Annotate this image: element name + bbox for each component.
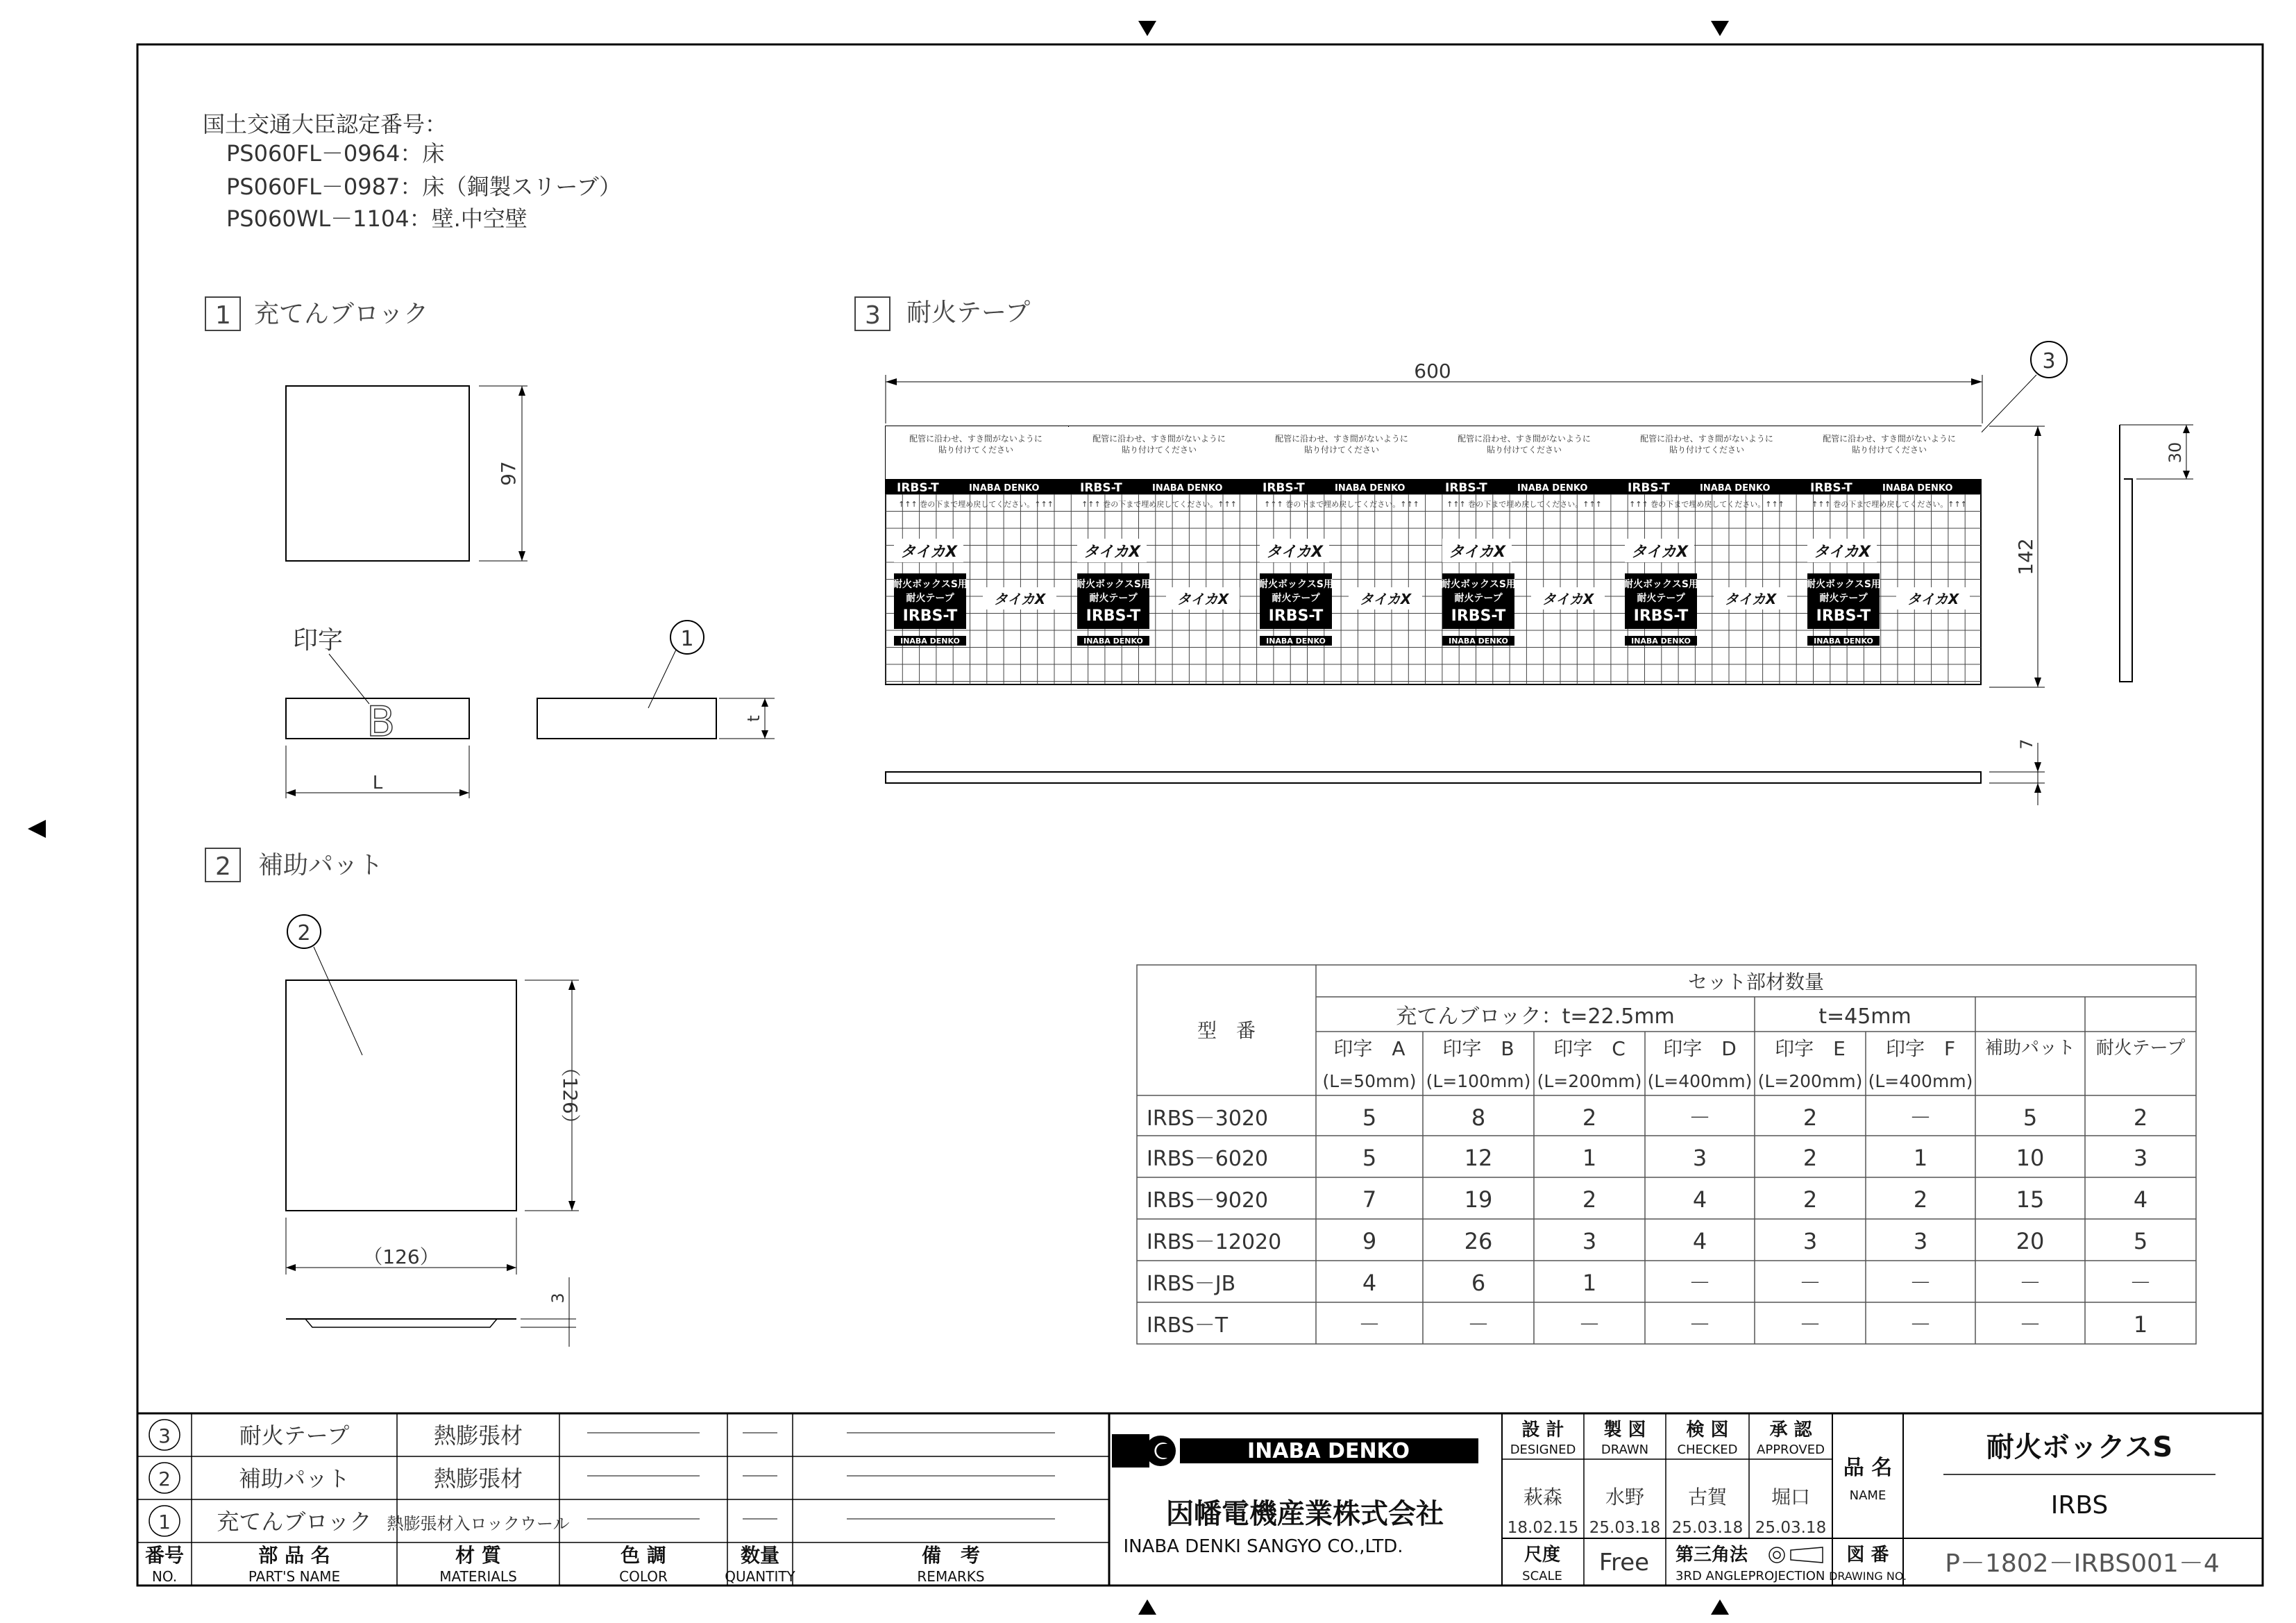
tape-brand-logo: タイカX (1814, 544, 1871, 561)
product-name: 耐火ボックスS (1986, 1431, 2173, 1463)
table-cell: － (2018, 1270, 2042, 1296)
block-side-view (537, 698, 716, 739)
tape-label-text: IRBS-T (1816, 607, 1871, 625)
tape-brand-logo: タイカX (1266, 544, 1323, 561)
scale-label: 尺度 (1523, 1545, 1561, 1565)
section-number: 1 (215, 301, 231, 330)
tape-band-maker: INABA DENKO (1700, 483, 1771, 494)
parts-list-header: 番号 (144, 1544, 185, 1567)
table-header-print: 印字 B (1442, 1037, 1514, 1060)
tape-label-text: 耐火ボックスS用 (1258, 579, 1333, 590)
table-cell: 2 (1803, 1145, 1818, 1171)
pad-front-view (286, 980, 516, 1211)
tape-label-text: 耐火テープ (906, 593, 954, 604)
tape-label-text: 耐火テープ (1819, 593, 1868, 604)
tape-label-maker: INABA DENKO (1083, 637, 1143, 646)
section-number: 2 (215, 852, 231, 881)
tape-notice: 貼り付けてください (1486, 445, 1562, 455)
approval-header-en: APPROVED (1757, 1443, 1825, 1457)
approval-header: 製 図 (1603, 1420, 1646, 1440)
tape-front-view (886, 426, 1982, 684)
table-cell: 1 (2133, 1311, 2148, 1338)
tape-label-text: 耐火テープ (1454, 593, 1503, 604)
table-cell: 2 (1803, 1104, 1818, 1131)
table-cell: 1 (1582, 1270, 1597, 1296)
parts-list-name: 耐火テープ (239, 1422, 350, 1449)
approval-name: 萩森 (1523, 1486, 1563, 1508)
approval-name: 古賀 (1687, 1486, 1728, 1508)
drawing-frame (137, 44, 2263, 1586)
table-cell: － (1909, 1104, 1932, 1131)
print-mark: B (366, 698, 396, 746)
parts-table (1137, 965, 2196, 1344)
table-header-length: (L=400mm) (1647, 1071, 1753, 1091)
print-label: 印字 (293, 626, 344, 655)
table-cell: 9 (1362, 1228, 1377, 1254)
tape-band-model: IRBS-T (1080, 481, 1122, 495)
table-cell: － (2129, 1270, 2152, 1296)
dim-block-length: L (372, 773, 383, 793)
table-header-block: t=45mm (1818, 1004, 1911, 1029)
parts-list-material: 熱膨張材 (433, 1465, 523, 1492)
tape-label-maker: INABA DENKO (900, 637, 960, 646)
tape-arrow-note: ↑↑↑ 巻の下まで埋め戻してください。↑↑↑ (1446, 500, 1602, 509)
drawing-number: P－1802－IRBS001－4 (1945, 1549, 2220, 1578)
table-cell: 3 (2133, 1145, 2148, 1171)
parts-list-header-en: MATERIALS (439, 1568, 517, 1585)
table-cell: 2 (1582, 1104, 1597, 1131)
company-name-en: INABA DENKI SANGYO CO.,LTD. (1123, 1536, 1403, 1557)
table-header-length: (L=400mm) (1868, 1071, 1973, 1091)
product-name-label-en: NAME (1849, 1488, 1886, 1503)
support-pad-views (286, 915, 579, 1347)
drawing-no-label: 図 番 (1846, 1545, 1889, 1565)
table-header-print: 印字 E (1775, 1037, 1846, 1060)
table-cell: 2 (2133, 1104, 2148, 1131)
parts-list-header-en: NO. (151, 1568, 178, 1585)
approval-date: 18.02.15 (1507, 1519, 1579, 1537)
table-header-length: (L=200mm) (1537, 1071, 1642, 1091)
parts-list-header: 材 質 (455, 1544, 501, 1567)
parts-list-name: 補助パット (238, 1465, 351, 1492)
callout-number: 1 (680, 627, 694, 651)
tape-thickness-view (886, 772, 1981, 783)
tape-side-view (2120, 425, 2132, 682)
table-cell: 5 (2133, 1228, 2148, 1254)
support-pad-labels (297, 921, 582, 1304)
table-cell: 19 (1464, 1186, 1493, 1213)
table-cell: 2 (1582, 1186, 1597, 1213)
table-header-print: 印字 C (1553, 1037, 1626, 1060)
tape-arrow-note: ↑↑↑ 巻の下まで埋め戻してください。↑↑↑ (1812, 500, 1967, 509)
table-cell-model: IRBS－9020 (1147, 1188, 1269, 1213)
table-cell: 20 (2016, 1228, 2045, 1254)
tape-notice: 貼り付けてください (938, 445, 1014, 455)
projection-label-en: 3RD ANGLEPROJECTION (1675, 1569, 1825, 1583)
table-cell: － (1358, 1311, 1381, 1338)
drawing-no-label-en: DRAWING NO. (1829, 1570, 1907, 1583)
table-cell-model: IRBS－3020 (1147, 1107, 1269, 1131)
product-name-label: 品 名 (1843, 1456, 1893, 1480)
tape-notice: 貼り付けてください (1121, 445, 1197, 455)
table-header-length: (L=50mm) (1322, 1071, 1417, 1091)
table-cell: － (2018, 1311, 2042, 1338)
table-cell: 2 (1913, 1186, 1928, 1213)
tape-notice: 配管に沿わせ、すき間がないように (1823, 434, 1956, 444)
tape-arrow-note: ↑↑↑ 巻の下まで埋め戻してください。↑↑↑ (898, 500, 1054, 509)
table-cell-model: IRBS－6020 (1147, 1147, 1269, 1171)
company-name-jp: 因幡電機産業株式会社 (1166, 1498, 1444, 1530)
tape-label-maker: INABA DENKO (1814, 637, 1873, 646)
parts-list-name: 充てんブロック (217, 1508, 372, 1535)
table-header-length: (L=200mm) (1757, 1071, 1863, 1091)
table-cell: － (1688, 1311, 1712, 1338)
approval-header: 検 図 (1686, 1420, 1729, 1440)
approval-date: 25.03.18 (1589, 1519, 1661, 1537)
table-cell: 4 (1692, 1228, 1707, 1254)
certification-line: PS060FL－0964：床 (226, 140, 445, 167)
approval-header: 承 認 (1769, 1420, 1812, 1440)
tape-notice: 貼り付けてください (1303, 445, 1380, 455)
table-cell: － (1909, 1311, 1932, 1338)
tape-label-maker: INABA DENKO (1266, 637, 1326, 646)
dim-tape-side: 30 (2166, 442, 2185, 464)
approval-name: 堀口 (1771, 1486, 1811, 1508)
certification-line: PS060FL－0987：床（鋼製スリーブ） (226, 174, 622, 200)
certification-block (203, 111, 621, 232)
table-cell: 1 (1913, 1145, 1928, 1171)
tape-notice: 貼り付けてください (1851, 445, 1927, 455)
table-cell: 5 (2023, 1104, 2038, 1131)
title-block (137, 1413, 2263, 1586)
projection-label: 第三角法 (1675, 1545, 1748, 1565)
tape-label-maker: INABA DENKO (1631, 637, 1691, 646)
table-cell: 5 (1362, 1104, 1377, 1131)
dim-pad-height: （126） (559, 1057, 582, 1134)
tape-band-maker: INABA DENKO (1517, 483, 1588, 494)
dim-pad-width: （126） (363, 1245, 439, 1268)
dim-tape-thick: 7 (2017, 739, 2036, 750)
tape-band-model: IRBS-T (897, 481, 939, 495)
tape-label-text: 耐火ボックスS用 (1623, 579, 1698, 590)
tape-brand-logo: タイカX (1449, 544, 1505, 561)
certification-line: PS060WL－1104：壁.中空壁 (226, 205, 527, 232)
tape-label-text: 耐火ボックスS用 (1076, 579, 1151, 590)
tape-label-text: 耐火ボックスS用 (1441, 579, 1516, 590)
parts-list-number: 1 (158, 1511, 171, 1533)
section-title: 充てんブロック (254, 300, 429, 328)
section-title: 補助パット (258, 851, 384, 880)
approval-date: 25.03.18 (1755, 1519, 1827, 1537)
filling-block-labels (293, 461, 763, 793)
approval-name: 水野 (1605, 1486, 1645, 1508)
tape-brand-logo: タイカX (1359, 591, 1412, 607)
tape-notice: 配管に沿わせ、すき間がないように (1275, 434, 1408, 444)
table-cell-model: IRBS－JB (1147, 1272, 1236, 1296)
parts-list-header: 備 考 (921, 1544, 981, 1567)
table-cell: － (1578, 1311, 1601, 1338)
parts-list-material: 熱膨張材入ロックウール (387, 1514, 570, 1533)
tape-brand-logo: タイカX (1542, 591, 1594, 607)
tape-label-text: 耐火ボックスS用 (1806, 579, 1881, 590)
tape-label-maker: INABA DENKO (1449, 637, 1508, 646)
tape-notice: 配管に沿わせ、すき間がないように (1458, 434, 1591, 444)
tape-brand-logo: タイカX (1907, 591, 1959, 607)
tape-label-text: IRBS-T (1633, 607, 1689, 625)
tape-label-text: IRBS-T (1451, 607, 1506, 625)
table-cell: 6 (1471, 1270, 1486, 1296)
parts-list-header: 色 調 (621, 1544, 666, 1567)
callout-number: 3 (2042, 349, 2056, 373)
tape-arrow-note: ↑↑↑ 巻の下まで埋め戻してください。↑↑↑ (1629, 500, 1784, 509)
block-front-view (286, 386, 469, 561)
approval-date: 25.03.18 (1671, 1519, 1744, 1537)
parts-list-header-en: REMARKS (917, 1568, 985, 1585)
table-cell: 8 (1471, 1104, 1486, 1131)
tape-label-text: 耐火テープ (1272, 593, 1320, 604)
table-cell: 1 (1582, 1145, 1597, 1171)
table-cell: 3 (1913, 1228, 1928, 1254)
centering-marks (28, 21, 1729, 1615)
parts-list-number: 3 (158, 1424, 171, 1447)
table-cell: － (1688, 1270, 1712, 1296)
table-cell: － (1909, 1270, 1932, 1296)
parts-list-header-en: COLOR (619, 1568, 668, 1585)
parts-list-number: 2 (158, 1468, 171, 1490)
table-cell-model: IRBS－12020 (1147, 1230, 1282, 1254)
table-header-length: (L=100mm) (1426, 1071, 1531, 1091)
table-cell: 3 (1692, 1145, 1707, 1171)
tape-arrow-note: ↑↑↑ 巻の下まで埋め戻してください。↑↑↑ (1264, 500, 1419, 509)
dim-tape-length: 600 (1414, 360, 1451, 382)
dim-block-height: 97 (497, 461, 520, 486)
parts-list-material: 熱膨張材 (433, 1422, 523, 1449)
section-number: 3 (865, 301, 881, 330)
table-cell: － (1467, 1311, 1490, 1338)
dim-block-thick: t (744, 715, 763, 722)
approval-header-en: CHECKED (1677, 1443, 1738, 1457)
table-header-tape: 耐火テープ (2095, 1038, 2186, 1059)
callout-number: 2 (297, 921, 311, 945)
tape-brand-logo: タイカX (900, 544, 957, 561)
product-model: IRBS (2050, 1491, 2109, 1520)
tape-label-text: 耐火テープ (1089, 593, 1138, 604)
table-cell: － (1688, 1104, 1712, 1131)
filling-block-views (286, 386, 775, 798)
table-cell: 5 (1362, 1145, 1377, 1171)
tape-notice: 配管に沿わせ、すき間がないように (1092, 434, 1226, 444)
tape-label-text: IRBS-T (1086, 607, 1141, 625)
table-cell: 12 (1464, 1145, 1493, 1171)
table-cell: － (1798, 1270, 1822, 1296)
table-header-print: 印字 D (1663, 1037, 1737, 1060)
tape-label-text: 耐火ボックスS用 (893, 579, 968, 590)
tape-label-text: IRBS-T (1268, 607, 1324, 625)
table-cell: － (1798, 1311, 1822, 1338)
table-cell: 3 (1582, 1228, 1597, 1254)
tape-label-text: 耐火テープ (1637, 593, 1685, 604)
tape-notice: 配管に沿わせ、すき間がないように (1640, 434, 1773, 444)
company-logo-text: INABA DENKO (1247, 1439, 1410, 1463)
table-cell: 3 (1803, 1228, 1818, 1254)
parts-list-header: 部 品 名 (258, 1544, 330, 1567)
table-cell-model: IRBS－T (1147, 1313, 1229, 1338)
tape-band-model: IRBS-T (1263, 481, 1305, 495)
tape-brand-logo: タイカX (1631, 544, 1688, 561)
table-cell: 4 (1362, 1270, 1377, 1296)
table-header-model: 型 番 (1197, 1019, 1256, 1042)
table-header-block: 充てんブロック：t=22.5mm (1396, 1004, 1675, 1029)
tape-band-model: IRBS-T (1810, 481, 1852, 495)
approval-header-en: DRAWN (1601, 1443, 1649, 1457)
table-cell: 4 (2133, 1186, 2148, 1213)
dim-pad-thick: 3 (548, 1293, 568, 1304)
table-cell: 2 (1803, 1186, 1818, 1213)
tape-brand-logo: タイカX (1083, 544, 1140, 561)
tape-band-maker: INABA DENKO (1152, 483, 1223, 494)
table-header-group: セット部材数量 (1687, 970, 1825, 993)
tape-brand-logo: タイカX (1176, 591, 1229, 607)
table-cell: 7 (1362, 1186, 1377, 1213)
parts-list-header: 数量 (740, 1544, 780, 1567)
table-cell: 26 (1464, 1228, 1493, 1254)
dim-tape-height: 142 (2014, 538, 2037, 575)
parts-list-header-en: QUANTITY (725, 1568, 795, 1585)
tape-notice: 配管に沿わせ、すき間がないように (909, 434, 1043, 444)
table-header-print: 印字 A (1333, 1037, 1406, 1060)
table-cell: 10 (2016, 1145, 2045, 1171)
tape-arrow-note: ↑↑↑ 巻の下まで埋め戻してください。↑↑↑ (1081, 500, 1237, 509)
table-header-print: 印字 F (1885, 1037, 1956, 1060)
parts-list-header-en: PART'S NAME (248, 1568, 341, 1585)
approval-header-en: DESIGNED (1510, 1443, 1576, 1457)
tape-band-model: IRBS-T (1628, 481, 1670, 495)
approval-header: 設 計 (1521, 1420, 1564, 1440)
certification-heading: 国土交通大臣認定番号： (203, 111, 448, 137)
table-cell: 15 (2016, 1186, 2045, 1213)
scale-label-en: SCALE (1522, 1569, 1562, 1583)
tape-band-model: IRBS-T (1445, 481, 1487, 495)
tape-notice: 貼り付けてください (1669, 445, 1745, 455)
table-header-pad: 補助パット (1984, 1038, 2076, 1059)
tape-band-maker: INABA DENKO (1882, 483, 1953, 494)
tape-band-maker: INABA DENKO (969, 483, 1040, 494)
scale-value: Free (1598, 1549, 1650, 1576)
tape-label-text: IRBS-T (902, 607, 958, 625)
section-title: 耐火テープ (906, 298, 1031, 327)
table-cell: 4 (1692, 1186, 1707, 1213)
tape-brand-logo: タイカX (1724, 591, 1777, 607)
tape-band-maker: INABA DENKO (1335, 483, 1406, 494)
tape-brand-logo: タイカX (993, 591, 1046, 607)
